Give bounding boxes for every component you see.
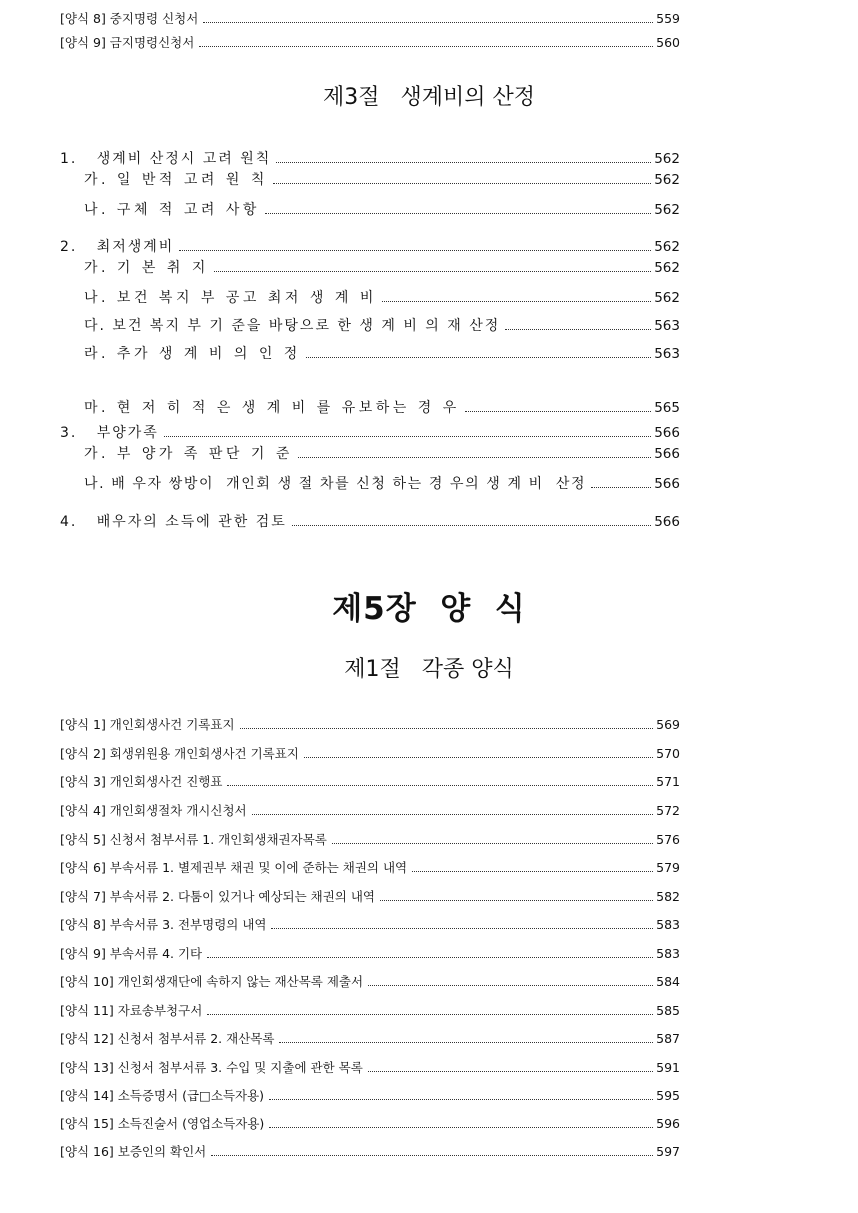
entry-title: 나. 보건 복지 부 공고 최저 생 계 비 bbox=[84, 290, 377, 306]
toc-form-entry bbox=[60, 5, 680, 27]
entry-page: 583 bbox=[656, 946, 680, 961]
dot-leader bbox=[306, 357, 651, 358]
toc-entry bbox=[60, 508, 680, 530]
dot-leader bbox=[179, 250, 651, 251]
dot-leader bbox=[240, 728, 654, 729]
toc-form-entry bbox=[60, 29, 680, 51]
entry-title: [양식 8] 부속서류 3. 전부명령의 내역 bbox=[60, 917, 267, 932]
dot-leader bbox=[207, 957, 653, 958]
toc-subentry bbox=[84, 440, 680, 462]
dot-leader bbox=[368, 1071, 653, 1072]
toc-subentry bbox=[84, 166, 680, 188]
dot-leader bbox=[227, 785, 653, 786]
entry-page: 562 bbox=[654, 239, 680, 255]
entry-page: 566 bbox=[654, 446, 680, 462]
entry-title: [양식 7] 부속서류 2. 다툼이 있거나 예상되는 채권의 내역 bbox=[60, 889, 375, 904]
entry-title: [양식 1] 개인회생사건 기록표지 bbox=[60, 717, 235, 732]
toc-form-entry bbox=[60, 768, 680, 790]
entry-page: 562 bbox=[654, 202, 680, 218]
entry-page: 569 bbox=[656, 717, 680, 732]
entry-page: 565 bbox=[654, 400, 680, 416]
toc-subentry bbox=[84, 340, 680, 362]
entry-title: [양식 8] 중지명령 신청서 bbox=[60, 11, 199, 26]
dot-leader bbox=[332, 843, 653, 844]
dot-leader bbox=[273, 183, 651, 184]
entry-page: 560 bbox=[656, 35, 680, 50]
entry-title: [양식 4] 개인회생절차 개시신청서 bbox=[60, 803, 247, 818]
entry-title: 2. 최저생계비 bbox=[60, 239, 175, 255]
entry-title: [양식 10] 개인회생재단에 속하지 않는 재산목록 제출서 bbox=[60, 974, 364, 989]
dot-leader bbox=[382, 301, 651, 302]
toc-subentry bbox=[84, 470, 680, 492]
toc-subentry bbox=[84, 394, 680, 416]
entry-title: 3. 부양가족 bbox=[60, 425, 159, 441]
entry-page: 585 bbox=[656, 1003, 680, 1018]
dot-leader bbox=[164, 436, 651, 437]
entry-title: [양식 5] 신청서 첨부서류 1. 개인회생채권자목록 bbox=[60, 832, 327, 847]
toc-form-entry bbox=[60, 711, 680, 733]
entry-page: 571 bbox=[656, 774, 680, 789]
dot-leader bbox=[252, 814, 654, 815]
dot-leader bbox=[265, 213, 651, 214]
dot-leader bbox=[380, 900, 653, 901]
section-title: 제1절 각종 양식 bbox=[344, 657, 514, 682]
toc-entry bbox=[60, 419, 680, 441]
toc-form-entry bbox=[60, 1054, 680, 1076]
entry-title: [양식 15] 소득진술서 (영업소득자용) bbox=[60, 1116, 265, 1131]
toc-form-entry bbox=[60, 826, 680, 848]
toc-form-entry bbox=[60, 1025, 680, 1047]
entry-title: [양식 14] 소득증명서 (급□소득자용) bbox=[60, 1088, 265, 1103]
toc-form-entry bbox=[60, 1110, 680, 1132]
toc-form-entry bbox=[60, 911, 680, 933]
toc-form-entry bbox=[60, 883, 680, 905]
dot-leader bbox=[412, 871, 653, 872]
entry-title: [양식 3] 개인회생사건 진행표 bbox=[60, 774, 223, 789]
toc-subentry bbox=[84, 312, 680, 334]
entry-title: 1. 생계비 산정시 고려 원칙 bbox=[60, 151, 272, 167]
entry-title: [양식 6] 부속서류 1. 별제권부 채권 및 이에 준하는 채권의 내역 bbox=[60, 860, 408, 875]
toc-form-entry bbox=[60, 740, 680, 762]
entry-page: 582 bbox=[656, 889, 680, 904]
entry-page: 570 bbox=[656, 746, 680, 761]
dot-leader bbox=[211, 1155, 653, 1156]
entry-page: 595 bbox=[656, 1088, 680, 1103]
dot-leader bbox=[292, 525, 651, 526]
entry-page: 562 bbox=[654, 290, 680, 306]
dot-leader bbox=[271, 928, 653, 929]
toc-entry bbox=[60, 233, 680, 255]
dot-leader bbox=[298, 457, 651, 458]
entry-page: 579 bbox=[656, 860, 680, 875]
entry-page: 597 bbox=[656, 1144, 680, 1159]
toc-form-entry bbox=[60, 997, 680, 1019]
toc-subentry bbox=[84, 254, 680, 276]
entry-page: 559 bbox=[656, 11, 680, 26]
entry-title: 다. 보건 복지 부 기 준을 바탕으로 한 생 계 비 의 재 산정 bbox=[84, 318, 501, 334]
entry-page: 566 bbox=[654, 514, 680, 530]
entry-title: [양식 12] 신청서 첨부서류 2. 재산목록 bbox=[60, 1031, 275, 1046]
dot-leader bbox=[368, 985, 653, 986]
entry-page: 562 bbox=[654, 260, 680, 276]
entry-title: 나. 구체 적 고려 사항 bbox=[84, 202, 260, 218]
entry-title: [양식 9] 금지명령신청서 bbox=[60, 35, 195, 50]
entry-title: [양식 13] 신청서 첨부서류 3. 수입 및 지출에 관한 목록 bbox=[60, 1060, 363, 1075]
entry-title: 나. 배 우자 쌍방이 개인회 생 절 차를 신청 하는 경 우의 생 계 비 산정 bbox=[84, 476, 587, 492]
toc-form-entry bbox=[60, 1082, 680, 1104]
dot-leader bbox=[505, 329, 651, 330]
entry-title: 가. 일 반적 고려 원 칙 bbox=[84, 172, 268, 188]
dot-leader bbox=[207, 1014, 653, 1015]
entry-title: [양식 2] 회생위원용 개인회생사건 기록표지 bbox=[60, 746, 299, 761]
entry-page: 583 bbox=[656, 917, 680, 932]
entry-page: 572 bbox=[656, 803, 680, 818]
toc-form-entry bbox=[60, 854, 680, 876]
entry-page: 563 bbox=[654, 318, 680, 334]
entry-page: 562 bbox=[654, 151, 680, 167]
toc-form-entry bbox=[60, 797, 680, 819]
dot-leader bbox=[269, 1099, 653, 1100]
entry-title: [양식 9] 부속서류 4. 기타 bbox=[60, 946, 203, 961]
dot-leader bbox=[203, 22, 653, 23]
dot-leader bbox=[304, 757, 653, 758]
toc-entry bbox=[60, 145, 680, 167]
entry-page: 563 bbox=[654, 346, 680, 362]
entry-title: 가. 기 본 취 지 bbox=[84, 260, 209, 276]
entry-page: 576 bbox=[656, 832, 680, 847]
entry-title: 가. 부 양가 족 판단 기 준 bbox=[84, 446, 293, 462]
chapter-title: 제5장 양 식 bbox=[332, 591, 526, 627]
entry-title: 라. 추가 생 계 비 의 인 정 bbox=[84, 346, 301, 362]
dot-leader bbox=[591, 487, 651, 488]
section-title: 제3절 생계비의 산정 bbox=[323, 85, 535, 110]
entry-page: 562 bbox=[654, 172, 680, 188]
toc-form-entry bbox=[60, 1138, 680, 1160]
entry-page: 584 bbox=[656, 974, 680, 989]
entry-page: 587 bbox=[656, 1031, 680, 1046]
toc-subentry bbox=[84, 196, 680, 218]
toc-form-entry bbox=[60, 940, 680, 962]
toc-form-entry bbox=[60, 968, 680, 990]
toc-subentry bbox=[84, 284, 680, 306]
dot-leader bbox=[465, 411, 651, 412]
dot-leader bbox=[279, 1042, 653, 1043]
dot-leader bbox=[214, 271, 651, 272]
entry-title: 4. 배우자의 소득에 관한 검토 bbox=[60, 514, 287, 530]
entry-page: 596 bbox=[656, 1116, 680, 1131]
dot-leader bbox=[269, 1127, 653, 1128]
entry-page: 591 bbox=[656, 1060, 680, 1075]
entry-title: [양식 11] 자료송부청구서 bbox=[60, 1003, 203, 1018]
entry-page: 566 bbox=[654, 425, 680, 441]
dot-leader bbox=[276, 162, 651, 163]
entry-page: 566 bbox=[654, 476, 680, 492]
entry-title: [양식 16] 보증인의 확인서 bbox=[60, 1144, 207, 1159]
entry-title: 마. 현 저 히 적 은 생 계 비 를 유보하는 경 우 bbox=[84, 400, 460, 416]
dot-leader bbox=[199, 46, 653, 47]
